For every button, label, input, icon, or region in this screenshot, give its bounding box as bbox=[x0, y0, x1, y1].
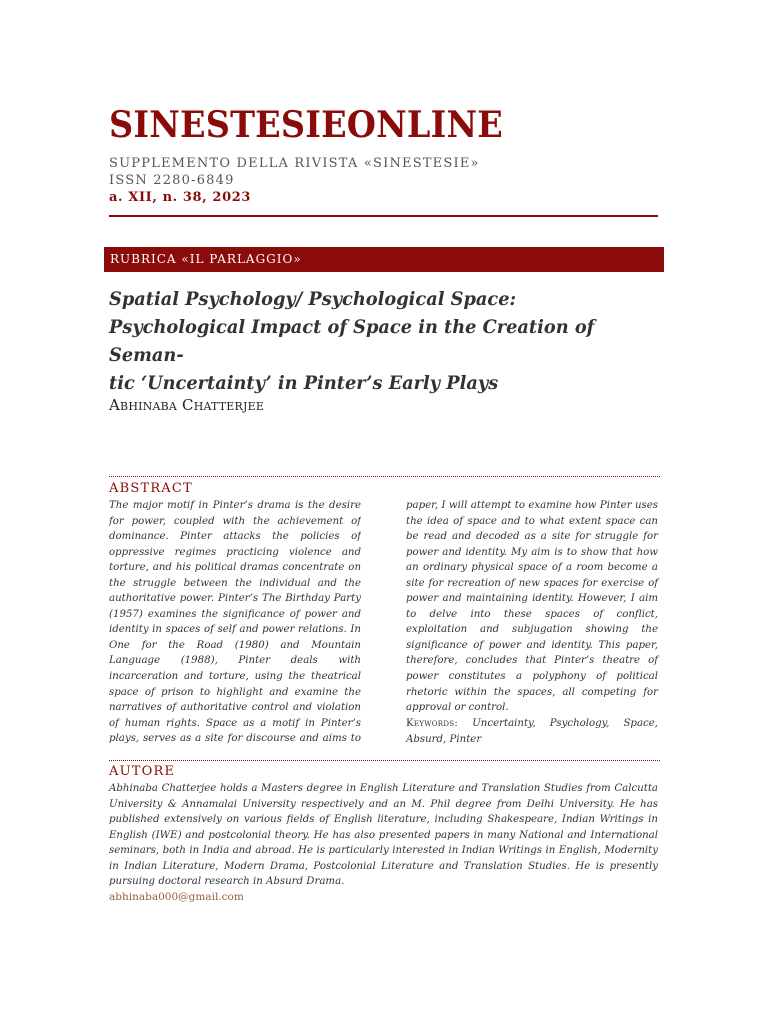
keywords bbox=[406, 716, 658, 747]
author-email-link[interactable]: abhinaba000@gmail.com bbox=[109, 891, 244, 903]
header-divider bbox=[109, 215, 658, 217]
journal-title: SINESTESIEONLINE bbox=[109, 104, 504, 146]
article-title: Spatial Psychology/ Psychological Space: Psychological Impact of Space in the Creation of Seman- tic ‘Uncertainty’ in Pinter’s Early Plays bbox=[109, 289, 595, 394]
keywords-text: Uncertainty, Psychology, Space, Absurd, Pinter bbox=[406, 718, 658, 745]
journal-supplement: SUPPLEMENTO DELLA RIVISTA «SINESTESIE» bbox=[109, 156, 480, 171]
rubrica-bar: RUBRICA «IL PARLAGGIO» bbox=[104, 247, 664, 272]
article-author: Abhinaba Chatterjee bbox=[109, 396, 265, 414]
author-heading: AUTORE bbox=[109, 764, 176, 779]
journal-issn: ISSN 2280-6849 bbox=[109, 173, 235, 188]
abstract-column-left: The major motif in Pinter’s drama is the desire for power, coupled with the achievement of dominance. Pinter attacks the policies of oppressive regimes practicing violence and torture, and his political dramas concentrate on the struggle between the individual and the authoritative power. Pinter’s The Birthday Party (1957) examines the significance of power and identity in spaces of self and power relations. In One for the Road (1980) and Mountain Language (1988), Pinter deals with incarceration and torture, using the theatrical space of prison to highlight and examine the narratives of authoritative control and violation of human rights. Space as a motif in Pinter’s plays, serves as a site for discourse and aims to bbox=[109, 500, 361, 745]
author-divider bbox=[109, 760, 660, 761]
keywords-label: Keywords: bbox=[406, 718, 459, 729]
journal-issue: a. XII, n. 38, 2023 bbox=[109, 190, 252, 205]
abstract-divider bbox=[109, 476, 660, 477]
abstract-column-right: paper, I will attempt to examine how Pinter uses the idea of space and to what extent space can be read and decoded as a site for struggle for power and identity. My aim is to show that how an ordinary physical space of a room become a site for recreation of new spaces for exercise of power and maintaining identity. However, I aim to delve into these spaces of conflict, exploitation and subjugation showing the significance of power and identity. This paper, therefore, concludes that Pinter’s theatre of power constitutes a polyphony of political rhetoric within the spaces, all competing for approval or control. bbox=[406, 500, 658, 714]
author-bio: Abhinaba Chatterjee holds a Masters degree in English Literature and Translation Studies from Calcutta University & Annamalai University respectively and an M. Phil degree from Delhi University. He has published extensively on various fields of English literature, including Shakespeare, Indian Writings in English (IWE) and postcolonial theory. He has also presented papers in many National and International seminars, both in India and abroad. He is particularly interested in Indian Writings in English, Modernity in Indian Literature, Modern Drama, Postcolonial Literature and Translation Studies. He is presently pursuing doctoral research in Absurd Drama. bbox=[109, 783, 658, 888]
abstract-heading: ABSTRACT bbox=[109, 481, 193, 496]
